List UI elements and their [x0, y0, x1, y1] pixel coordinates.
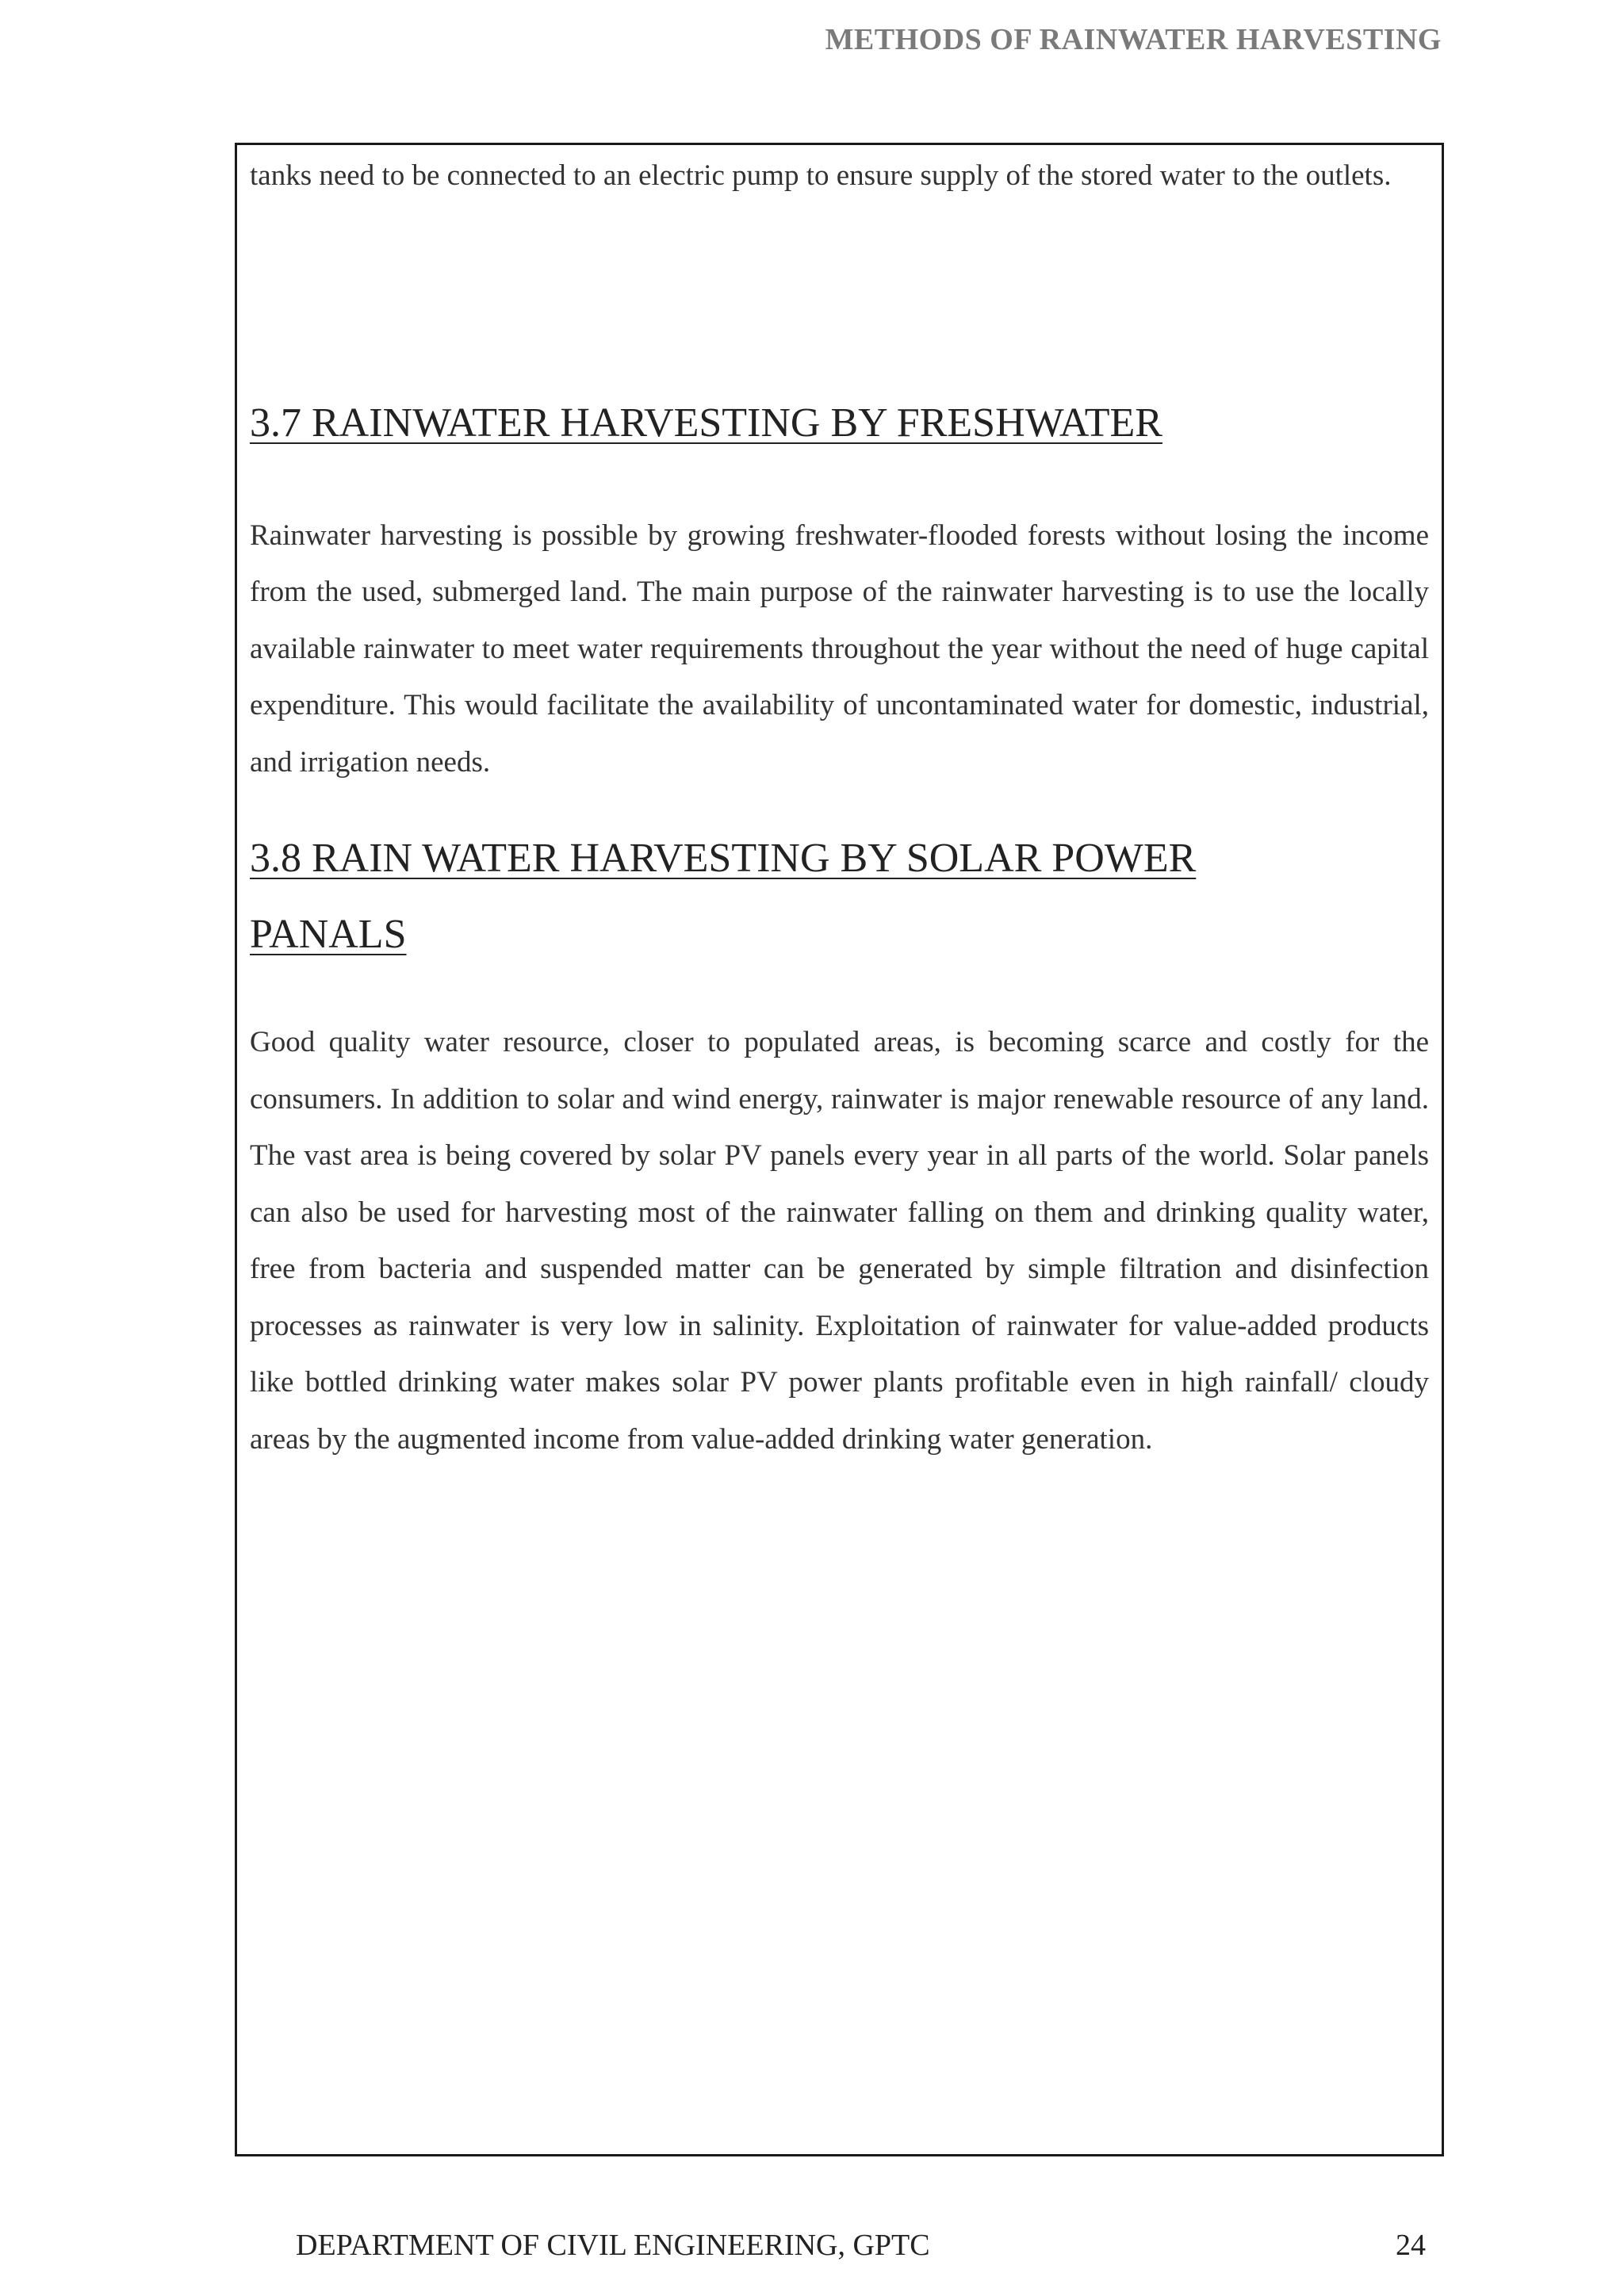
section-paragraph-3-7: Rainwater harvesting is possible by growing freshwater-flooded forests without losing the income from the used, submerged land. The main purpose of the rainwater harvesting is to use the locally available rainwater to meet water requirements throughout the year without the need of huge capital expenditure. This would facilitate the availability of uncontaminated water for domestic, industrial, and irrigation needs. [250, 519, 1429, 779]
running-header: METHODS OF RAINWATER HARVESTING [825, 23, 1442, 56]
section-paragraph-3-8: Good quality water resource, closer to populated areas, is becoming scarce and costly for the consumers. In addition to solar and wind energy, rainwater is major renewable resource of any land. The vast area is being covered by solar PV panels every year in all parts of the world. Solar panels can also be used for harvesting most of the rainwater falling on them and drinking quality water, free from bacteria and suspended matter can be generated by simple filtration and disinfection processes as rainwater is very low in salinity. Exploitation of rainwater for value-added products like bottled drinking water makes solar PV power plants profitable even in high rainfall/ cloudy areas by the augmented income from value-added drinking water generation. [250, 1026, 1429, 1456]
carryover-paragraph: tanks need to be connected to an electric pump to ensure supply of the stored water to the outlets. [250, 159, 1392, 192]
footer-department: DEPARTMENT OF CIVIL ENGINEERING, GPTC [296, 2229, 930, 2262]
content-frame [235, 143, 1444, 2156]
page-number: 24 [1396, 2229, 1426, 2262]
section-heading-3-8: 3.8 RAIN WATER HARVESTING BY SOLAR POWER PANALS [250, 836, 1197, 957]
section-heading-3-7: 3.7 RAINWATER HARVESTING BY FRESHWATER [250, 400, 1162, 446]
content-body [250, 145, 1429, 1468]
